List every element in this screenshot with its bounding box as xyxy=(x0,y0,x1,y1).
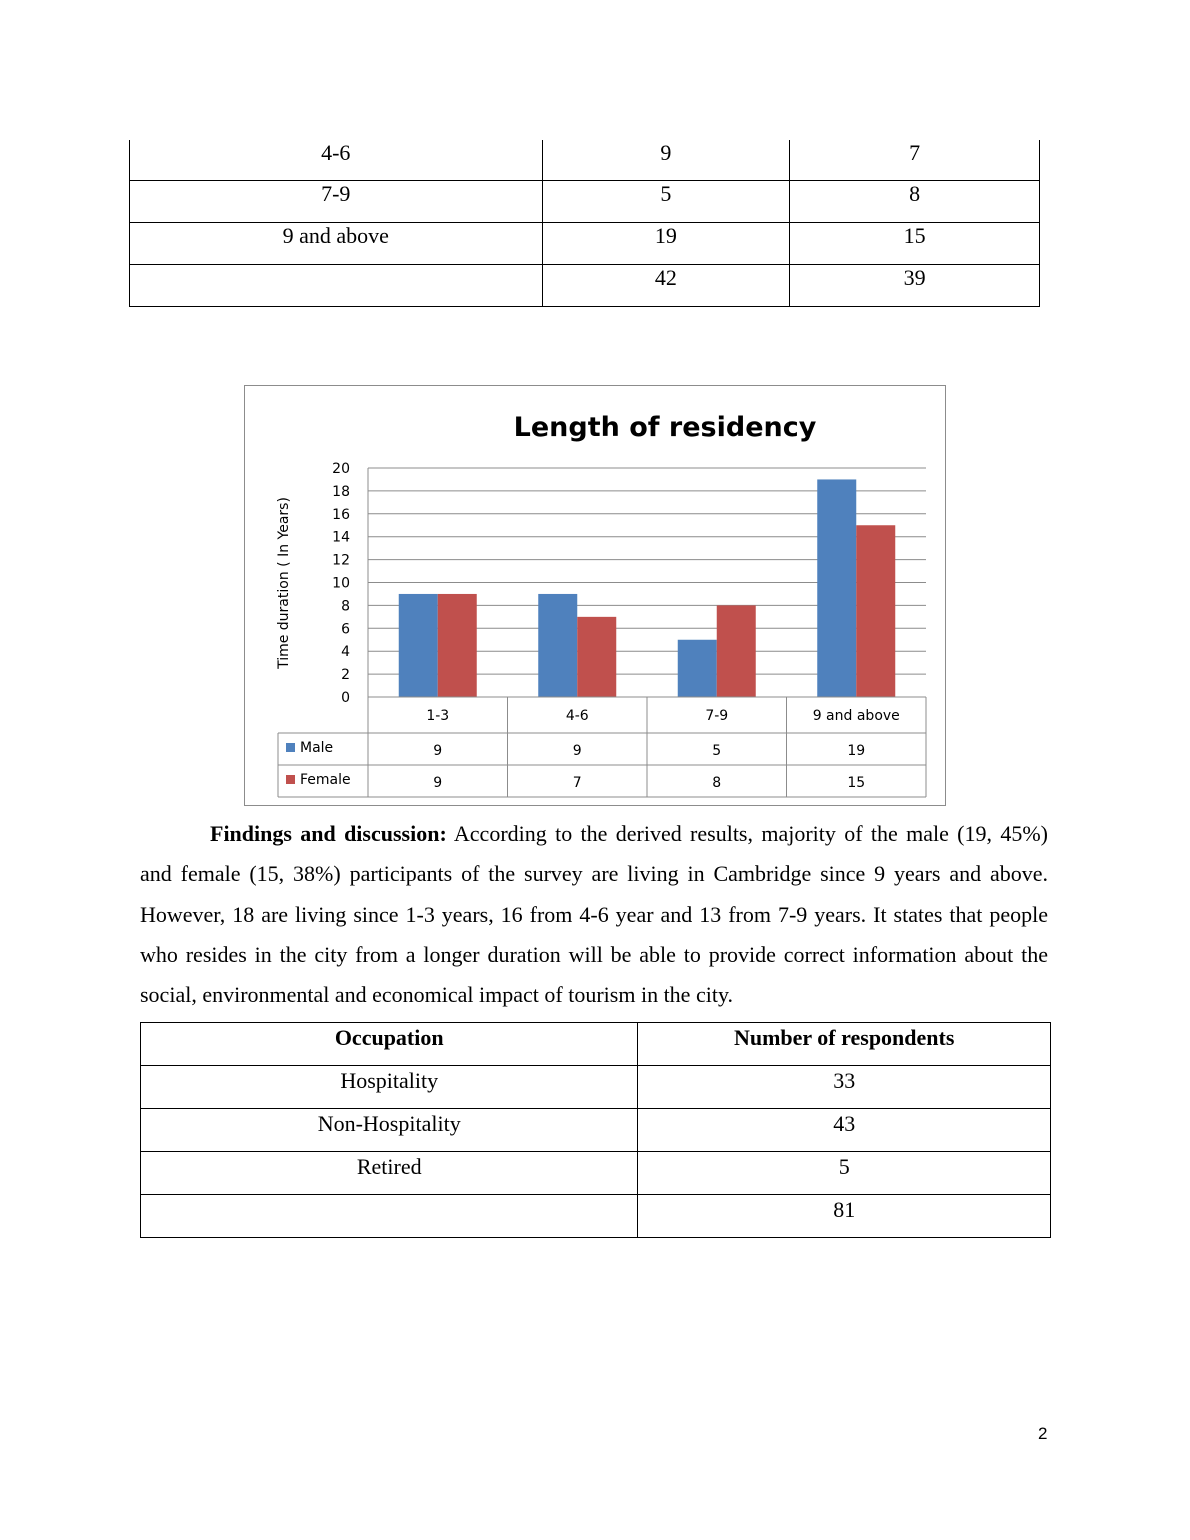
bar-female xyxy=(438,594,477,697)
table-cell: 19 xyxy=(542,223,790,265)
table-cell: 15 xyxy=(790,223,1040,265)
y-tick-label: 12 xyxy=(332,552,350,569)
chart-canvas xyxy=(245,386,945,805)
y-tick-label: 10 xyxy=(332,575,350,592)
data-label: 7 xyxy=(572,775,582,791)
table-cell: Non-Hospitality xyxy=(141,1109,638,1152)
y-tick-label: 0 xyxy=(341,690,350,706)
legend-label: Male xyxy=(300,740,334,756)
occupation-table xyxy=(140,1022,1051,1238)
table-cell: 39 xyxy=(790,265,1040,307)
bar-female xyxy=(717,605,756,697)
table-row xyxy=(130,140,1040,181)
table-row-total xyxy=(141,1195,1051,1238)
table-cell: 81 xyxy=(638,1195,1051,1238)
table-row xyxy=(141,1152,1051,1195)
bar-male xyxy=(678,640,717,697)
table-cell: 5 xyxy=(542,181,790,223)
x-tick-label: 9 and above xyxy=(812,708,900,724)
findings-heading: Findings and discussion: xyxy=(210,821,447,846)
y-tick-label: 18 xyxy=(332,483,350,500)
y-tick-label: 16 xyxy=(332,506,350,523)
table-cell: 7 xyxy=(790,140,1040,181)
data-label: 8 xyxy=(712,775,722,791)
bar-female xyxy=(856,525,895,697)
table-cell: 33 xyxy=(638,1066,1051,1109)
table-cell: 5 xyxy=(638,1152,1051,1195)
table-cell: 8 xyxy=(790,181,1040,223)
table-cell: 4-6 xyxy=(130,140,543,181)
legend-swatch-female xyxy=(286,775,295,784)
x-tick-label: 1-3 xyxy=(426,708,450,724)
table-cell: 42 xyxy=(542,265,790,307)
page-number: 2 xyxy=(1038,1424,1048,1443)
y-tick-label: 14 xyxy=(332,529,350,546)
data-label: 5 xyxy=(712,743,722,759)
y-tick-label: 20 xyxy=(332,461,350,477)
residency-chart xyxy=(244,385,946,806)
x-tick-label: 4-6 xyxy=(565,708,589,724)
bar-male xyxy=(817,479,856,697)
legend-swatch-male xyxy=(286,743,295,752)
data-label: 15 xyxy=(847,775,866,791)
table-row xyxy=(130,181,1040,223)
data-label: 19 xyxy=(847,743,866,759)
table-cell: 7-9 xyxy=(130,181,543,223)
table-cell: Hospitality xyxy=(141,1066,638,1109)
table-header-row xyxy=(141,1023,1051,1066)
table-cell: Retired xyxy=(141,1152,638,1195)
table-cell: 9 xyxy=(542,140,790,181)
chart-title: Length of residency xyxy=(513,412,817,443)
y-tick-label: 6 xyxy=(341,621,350,638)
table-cell xyxy=(141,1195,638,1238)
findings-paragraph xyxy=(140,814,1048,1015)
respondents-header: Number of respondents xyxy=(638,1023,1051,1066)
y-tick-label: 8 xyxy=(341,598,350,615)
bars xyxy=(399,479,896,697)
table-row-total xyxy=(130,265,1040,307)
occupation-header: Occupation xyxy=(141,1023,638,1066)
y-axis-label: Time duration ( In Years) xyxy=(276,497,292,669)
table-cell xyxy=(130,265,543,307)
x-tick-label: 7-9 xyxy=(705,708,729,724)
y-tick-label: 4 xyxy=(341,644,350,661)
table-cell: 43 xyxy=(638,1109,1051,1152)
data-label: 9 xyxy=(433,743,443,759)
bar-male xyxy=(399,594,438,697)
residency-table xyxy=(129,140,1040,307)
table-row xyxy=(141,1109,1051,1152)
table-cell: 9 and above xyxy=(130,223,543,265)
data-label: 9 xyxy=(572,743,582,759)
y-tick-labels xyxy=(332,461,350,706)
legend-label: Female xyxy=(300,772,351,788)
data-label: 9 xyxy=(433,775,443,791)
table-row xyxy=(141,1066,1051,1109)
bar-female xyxy=(577,617,616,697)
table-row xyxy=(130,223,1040,265)
y-tick-label: 2 xyxy=(341,667,350,684)
bar-male xyxy=(538,594,577,697)
chart-data-table xyxy=(278,697,926,797)
findings-text: According to the derived results, majority of the male (19, 45%) and female (15, 38%) participants of the survey are living in Cambridge since 9 years and above. However, 18 are living since 1-3 years, 16 from 4-6 year and 13 from 7-9 years. It states that people who resides in the city from a longer duration will be able to provide correct information about the social, environmental and economical impact of tourism in the city. xyxy=(140,821,1048,1008)
